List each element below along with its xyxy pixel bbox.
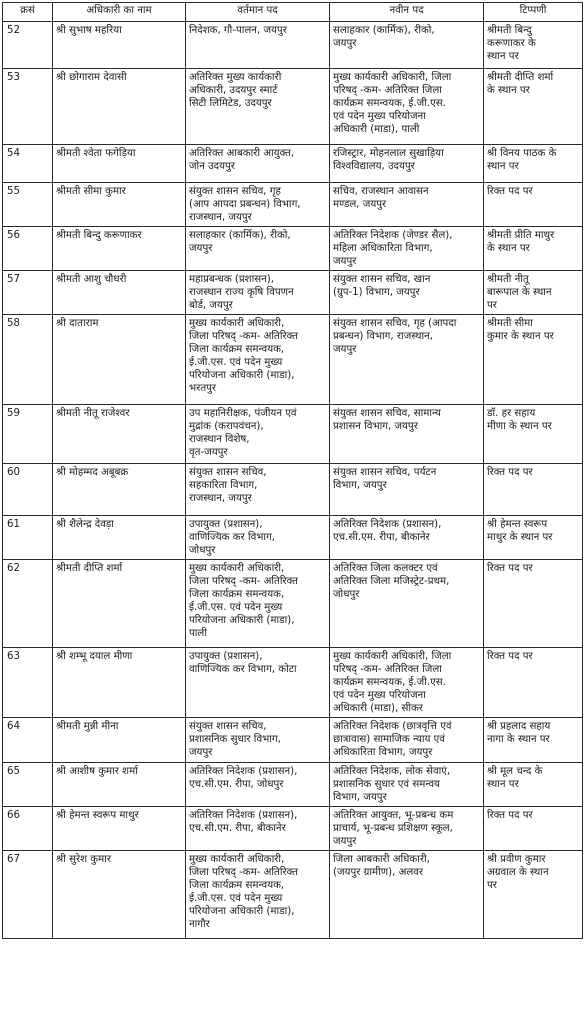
current-post-cell <box>186 464 330 516</box>
new-post-cell <box>330 851 484 939</box>
remark-cell <box>484 516 583 560</box>
current-post-cell <box>186 271 330 315</box>
serial-number-cell <box>3 718 53 763</box>
current-post-cell <box>186 560 330 648</box>
serial-number-cell <box>3 183 53 227</box>
officer-name-cell <box>53 22 186 69</box>
new-post-cell <box>330 560 484 648</box>
remark-cell-text: श्रीमती प्रीति माथुर के स्थान पर <box>487 230 555 254</box>
officer-name-cell-text: श्रीमती बिन्दु करूणाकर <box>56 230 142 241</box>
remark-cell <box>484 227 583 271</box>
new-post-cell-text: अतिरिक्त आयुक्त, भू-प्रबन्ध कम प्राचार्य, भू-प्रबन्ध प्रशिक्षण स्कूल, जयपुर <box>333 810 454 847</box>
officer-name-cell <box>53 145 186 183</box>
remark-cell <box>484 648 583 718</box>
serial-number-cell <box>3 315 53 405</box>
new-post-cell-text: रजिस्ट्रार, मोहनलाल सुखाड़िया विश्वविद्यालय, उदयपुर <box>333 148 444 172</box>
new-post-cell <box>330 405 484 464</box>
new-post-cell-text: संयुक्त शासन सचिव, सामान्य प्रशासन विभाग, जयपुर <box>333 408 441 432</box>
serial-number-cell <box>3 763 53 807</box>
officer-name-cell <box>53 464 186 516</box>
current-post-cell-text: अतिरिक्त आबकारी आयुक्त, जोन उदयपुर <box>189 148 295 172</box>
current-post-cell <box>186 315 330 405</box>
officer-name-cell-text: श्री शम्भू दयाल मीणा <box>56 651 133 662</box>
serial-number-cell-text: 52 <box>7 25 20 36</box>
table-row <box>3 851 583 939</box>
remark-cell <box>484 69 583 145</box>
table-row <box>3 807 583 851</box>
current-post-cell <box>186 183 330 227</box>
new-post-cell-text: संयुक्त शासन सचिव, खान (ग्रुप-1) विभाग, जयपुर <box>333 274 431 298</box>
table-row <box>3 183 583 227</box>
current-post-cell <box>186 718 330 763</box>
remark-cell <box>484 271 583 315</box>
officer-name-cell <box>53 718 186 763</box>
serial-number-cell <box>3 22 53 69</box>
officer-name-cell <box>53 851 186 939</box>
current-post-cell-text: अतिरिक्त मुख्य कार्यकारी अधिकारी, उदयपुर स्मार्ट सिटी लिमिटेड, उदयपुर <box>189 72 282 109</box>
remark-cell <box>484 763 583 807</box>
serial-number-cell-text: 54 <box>7 148 20 159</box>
serial-number-cell-text: 56 <box>7 230 20 241</box>
current-post-cell <box>186 648 330 718</box>
serial-number-cell-text: 64 <box>7 721 20 732</box>
remark-cell-text: श्रीमती नीतू बारूपाल के स्थान पर <box>487 274 552 311</box>
serial-number-cell-text: 53 <box>7 72 20 83</box>
transfer-table <box>2 2 583 939</box>
new-post-cell-text: अतिरिक्त निदेशक (छात्रवृत्ति एवं छात्रावास) सामाजिक न्याय एवं अधिकारिता विभाग, जयपुर <box>333 721 452 758</box>
new-post-cell <box>330 763 484 807</box>
table-row <box>3 405 583 464</box>
current-post-cell <box>186 851 330 939</box>
remark-cell <box>484 851 583 939</box>
new-post-cell <box>330 718 484 763</box>
officer-name-cell-text: श्रीमती आशु चौधरी <box>56 274 127 285</box>
officer-name-cell <box>53 405 186 464</box>
new-post-cell-text: सचिव, राजस्थान आवासन मण्डल, जयपुर <box>333 186 429 210</box>
remark-cell-text: रिक्त पद पर <box>487 467 533 478</box>
officer-name-cell-text: श्री आशीष कुमार शर्मा <box>56 766 138 777</box>
officer-name-cell-text: श्रीमती नीतू राजेश्वर <box>56 408 130 419</box>
officer-name-cell-text: श्री मोहम्मद अबूबक्र <box>56 467 129 478</box>
table-row <box>3 315 583 405</box>
remark-cell-text: श्री मूल चन्द के स्थान पर <box>487 766 543 790</box>
remark-cell <box>484 22 583 69</box>
new-post-cell <box>330 183 484 227</box>
serial-number-cell <box>3 145 53 183</box>
remark-cell-text: श्री विनय पाठक के स्थान पर <box>487 148 557 172</box>
new-post-cell-text: अतिरिक्त निदेशक (जेण्डर सैल), महिला अधिकारिता विभाग, जयपुर <box>333 230 453 267</box>
new-post-cell-text: अतिरिक्त निदेशक (प्रशासन), एच.सी.एम. रीपा, बीकानेर <box>333 519 442 543</box>
officer-name-cell <box>53 227 186 271</box>
remark-cell-text: श्री प्रवीण कुमार अग्रवाल के स्थान पर <box>487 854 549 891</box>
officer-name-cell <box>53 315 186 405</box>
new-post-cell-text: अतिरिक्त निदेशक, लोक सेवाएं, प्रशासनिक सुधार एवं समन्वय विभाग, जयपुर <box>333 766 451 803</box>
remark-cell-text: रिक्त पद पर <box>487 810 533 821</box>
table-row <box>3 516 583 560</box>
new-post-cell <box>330 516 484 560</box>
officer-name-cell <box>53 648 186 718</box>
header-officer-name: अधिकारी का नाम <box>53 3 186 22</box>
current-post-cell <box>186 227 330 271</box>
current-post-cell <box>186 69 330 145</box>
remark-cell <box>484 464 583 516</box>
serial-number-cell-text: 58 <box>7 318 20 329</box>
new-post-cell-text: जिला आबकारी अधिकारी, (जयपुर ग्रामीण), अलवर <box>333 854 430 878</box>
officer-name-cell <box>53 560 186 648</box>
officer-name-cell <box>53 271 186 315</box>
serial-number-cell-text: 63 <box>7 651 20 662</box>
officer-name-cell-text: श्री छोगाराम देवासी <box>56 72 127 83</box>
current-post-cell-text: निदेशक, गौ-पालन, जयपुर <box>189 25 287 36</box>
serial-number-cell <box>3 516 53 560</box>
new-post-cell <box>330 145 484 183</box>
table-row <box>3 464 583 516</box>
remark-cell-text: डॉ. हर सहाय मीणा के स्थान पर <box>487 408 552 432</box>
current-post-cell-text: अतिरिक्त निदेशक (प्रशासन), एच.सी.एम. रीपा, जोधपुर <box>189 766 298 790</box>
new-post-cell <box>330 464 484 516</box>
table-row <box>3 69 583 145</box>
current-post-cell-text: उप महानिरीक्षक, पंजीयन एवं मुद्रांक (करापवंचन), राजस्थान विशेष, वृत-जयपुर <box>189 408 297 458</box>
table-row <box>3 718 583 763</box>
new-post-cell <box>330 69 484 145</box>
serial-number-cell-text: 66 <box>7 810 20 821</box>
serial-number-cell <box>3 648 53 718</box>
officer-name-cell <box>53 516 186 560</box>
current-post-cell <box>186 405 330 464</box>
current-post-cell-text: संयुक्त शासन सचिव, सहकारिता विभाग, राजस्थान, जयपुर <box>189 467 267 504</box>
officer-name-cell-text: श्री शैलेन्द्र देवड़ा <box>56 519 114 530</box>
table-body <box>3 22 583 939</box>
current-post-cell-text: संयुक्त शासन सचिव, गृह (आप आपदा प्रबन्धन) विभाग, राजस्थान, जयपुर <box>189 186 301 223</box>
serial-number-cell <box>3 271 53 315</box>
officer-name-cell <box>53 69 186 145</box>
new-post-cell <box>330 22 484 69</box>
current-post-cell-text: उपायुक्त (प्रशासन), वाणिज्यिक कर विभाग, जोधपुर <box>189 519 276 556</box>
current-post-cell-text: महाप्रबन्धक (प्रशासन), राजस्थान राज्य कृषि विपणन बोर्ड, जयपुर <box>189 274 294 311</box>
serial-number-cell-text: 67 <box>7 854 20 865</box>
current-post-cell <box>186 22 330 69</box>
current-post-cell-text: सलाहकार (कार्मिक), रीको, जयपुर <box>189 230 291 254</box>
remark-cell-text: श्री प्रहलाद सहाय नागा के स्थान पर <box>487 721 551 745</box>
officer-name-cell-text: श्री सुरेश कुमार <box>56 854 112 865</box>
serial-number-cell-text: 65 <box>7 766 20 777</box>
current-post-cell <box>186 516 330 560</box>
current-post-cell <box>186 807 330 851</box>
current-post-cell-text: अतिरिक्त निदेशक (प्रशासन), एच.सी.एम. रीपा, बीकानेर <box>189 810 298 834</box>
table-row <box>3 763 583 807</box>
serial-number-cell-text: 61 <box>7 519 20 530</box>
serial-number-cell <box>3 405 53 464</box>
officer-name-cell <box>53 763 186 807</box>
new-post-cell <box>330 227 484 271</box>
current-post-cell-text: मुख्य कार्यकारी अधिकारी, जिला परिषद् -कम- अतिरिक्त जिला कार्यक्रम समन्वयक, ई.जी.एस. एवं पदेन मुख्य परियोजना अधिकारी (माडा), नागौर <box>189 854 298 930</box>
current-post-cell-text: मुख्य कार्यकारी अधिकारी, जिला परिषद् -कम- अतिरिक्त जिला कार्यक्रम समन्वयक, ई.जी.एस. एवं पदेन मुख्य परियोजना अधिकारी (माडा), भरतपुर <box>189 318 298 394</box>
serial-number-cell <box>3 227 53 271</box>
current-post-cell <box>186 145 330 183</box>
serial-number-cell <box>3 807 53 851</box>
remark-cell <box>484 315 583 405</box>
remark-cell-text: रिक्त पद पर <box>487 563 533 574</box>
serial-number-cell-text: 55 <box>7 186 20 197</box>
current-post-cell <box>186 763 330 807</box>
remark-cell-text: श्री हेमन्त स्वरूप माथुर के स्थान पर <box>487 519 553 543</box>
serial-number-cell-text: 57 <box>7 274 20 285</box>
new-post-cell-text: मुख्य कार्यकारी अधिकारी, जिला परिषद् -कम- अतिरिक्त जिला कार्यक्रम समन्वयक, ई.जी.एस. एवं पदेन मुख्य परियोजना अधिकारी (माडा), पाली <box>333 72 452 135</box>
remark-cell <box>484 183 583 227</box>
remark-cell <box>484 718 583 763</box>
table-row <box>3 560 583 648</box>
new-post-cell-text: संयुक्त शासन सचिव, गृह (आपदा प्रबन्धन) विभाग, राजस्थान, जयपुर <box>333 318 457 355</box>
new-post-cell <box>330 648 484 718</box>
officer-name-cell-text: श्री सुभाष महरिया <box>56 25 122 36</box>
current-post-cell-text: मुख्य कार्यकारी अधिकारी, जिला परिषद् -कम- अतिरिक्त जिला कार्यक्रम समन्वयक, ई.जी.एस. एवं पदेन मुख्य परियोजना अधिकारी (माडा), पाली <box>189 563 298 639</box>
table-row <box>3 227 583 271</box>
table-row <box>3 22 583 69</box>
new-post-cell <box>330 315 484 405</box>
remark-cell-text: श्रीमती बिन्दु करूणाकर के स्थान पर <box>487 25 536 62</box>
header-serial: क्रसं <box>3 3 53 22</box>
current-post-cell-text: उपायुक्त (प्रशासन), वाणिज्यिक कर विभाग, कोटा <box>189 651 297 675</box>
serial-number-cell <box>3 69 53 145</box>
remark-cell-text: श्रीमती सीमा कुमार के स्थान पर <box>487 318 554 342</box>
header-remark: टिप्पणी <box>484 3 583 22</box>
serial-number-cell <box>3 464 53 516</box>
current-post-cell-text: संयुक्त शासन सचिव, प्रशासनिक सुधार विभाग, जयपुर <box>189 721 281 758</box>
officer-name-cell-text: श्री दाताराम <box>56 318 99 329</box>
table-row <box>3 648 583 718</box>
new-post-cell-text: संयुक्त शासन सचिव, पर्यटन विभाग, जयपुर <box>333 467 437 491</box>
officer-name-cell-text: श्रीमती मुन्नी मीना <box>56 721 119 732</box>
remark-cell <box>484 560 583 648</box>
table-row <box>3 271 583 315</box>
new-post-cell-text: सलाहकार (कार्मिक), रीको, जयपुर <box>333 25 435 49</box>
table-row <box>3 145 583 183</box>
serial-number-cell-text: 60 <box>7 467 20 478</box>
new-post-cell-text: मुख्य कार्यकारी अधिकारी, जिला परिषद् -कम- अतिरिक्त जिला कार्यक्रम समन्वयक, ई.जी.एस. एवं पदेन मुख्य परियोजना अधिकारी (माडा), सीकर <box>333 651 452 714</box>
header-new-post: नवीन पद <box>330 3 484 22</box>
officer-name-cell <box>53 807 186 851</box>
header-row <box>3 3 583 22</box>
header-current-post: वर्तमान पद <box>186 3 330 22</box>
remark-cell <box>484 405 583 464</box>
officer-name-cell <box>53 183 186 227</box>
new-post-cell-text: अतिरिक्त जिला कलक्टर एवं अतिरिक्त जिला मजिस्ट्रेट-प्रथम, जोधपुर <box>333 563 450 600</box>
serial-number-cell-text: 62 <box>7 563 20 574</box>
remark-cell-text: रिक्त पद पर <box>487 651 533 662</box>
officer-name-cell-text: श्रीमती दीप्ति शर्मा <box>56 563 123 574</box>
remark-cell <box>484 807 583 851</box>
officer-name-cell-text: श्रीमती श्वेता फगेड़िया <box>56 148 136 159</box>
new-post-cell <box>330 807 484 851</box>
serial-number-cell-text: 59 <box>7 408 20 419</box>
remark-cell <box>484 145 583 183</box>
officer-name-cell-text: श्रीमती सीमा कुमार <box>56 186 126 197</box>
remark-cell-text: श्रीमती दीप्ति शर्मा के स्थान पर <box>487 72 554 96</box>
remark-cell-text: रिक्त पद पर <box>487 186 533 197</box>
officer-name-cell-text: श्री हेमन्त स्वरूप माथुर <box>56 810 139 821</box>
serial-number-cell <box>3 560 53 648</box>
new-post-cell <box>330 271 484 315</box>
serial-number-cell <box>3 851 53 939</box>
